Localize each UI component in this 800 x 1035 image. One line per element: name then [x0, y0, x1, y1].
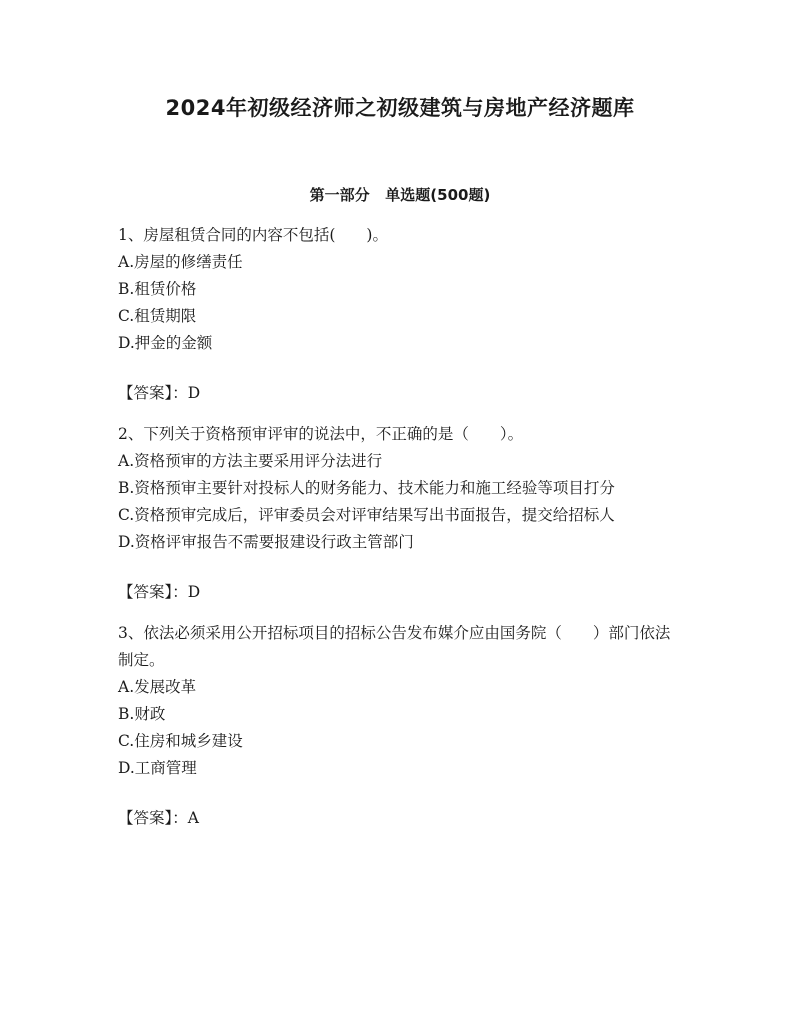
option-b: B.租赁价格	[118, 280, 197, 298]
answer-value: D	[187, 583, 201, 601]
option-a: A.房屋的修缮责任	[118, 253, 243, 271]
option-d: D.押金的金额	[118, 334, 213, 352]
answer-3	[118, 805, 678, 832]
question-3	[118, 620, 678, 782]
answer-label: 【答案】：	[118, 583, 188, 601]
answer-value: D	[187, 384, 201, 402]
option-c: C.住房和城乡建设	[118, 732, 243, 750]
option-d: D.工商管理	[118, 759, 197, 777]
option-c: C.资格预审完成后，评审委员会对评审结果写出书面报告，提交给招标人	[118, 506, 615, 524]
section-title: 第一部分 单选题(500题)	[309, 186, 491, 204]
question-list	[118, 222, 678, 846]
answer-2	[118, 579, 678, 606]
question-text: 3、依法必须采用公开招标项目的招标公告发布媒介应由国务院（ ）部门依法制定。	[118, 624, 671, 669]
option-b: B.财政	[118, 705, 166, 723]
option-a: A.发展改革	[118, 678, 197, 696]
question-text: 1、房屋租赁合同的内容不包括( )。	[118, 226, 388, 244]
question-1	[118, 222, 678, 357]
answer-value: A	[187, 809, 199, 827]
option-c: C.租赁期限	[118, 307, 197, 325]
question-2	[118, 421, 678, 556]
document-title: 2024年初级经济师之初级建筑与房地产经济题库	[165, 96, 635, 120]
option-b: B.资格预审主要针对投标人的财务能力、技术能力和施工经验等项目打分	[118, 479, 615, 497]
answer-label: 【答案】：	[118, 384, 188, 402]
answer-label: 【答案】：	[118, 809, 188, 827]
question-text: 2、下列关于资格预审评审的说法中，不正确的是（ ）。	[118, 425, 524, 443]
option-d: D.资格评审报告不需要报建设行政主管部门	[118, 533, 414, 551]
answer-1	[118, 380, 678, 407]
option-a: A.资格预审的方法主要采用评分法进行	[118, 452, 383, 470]
